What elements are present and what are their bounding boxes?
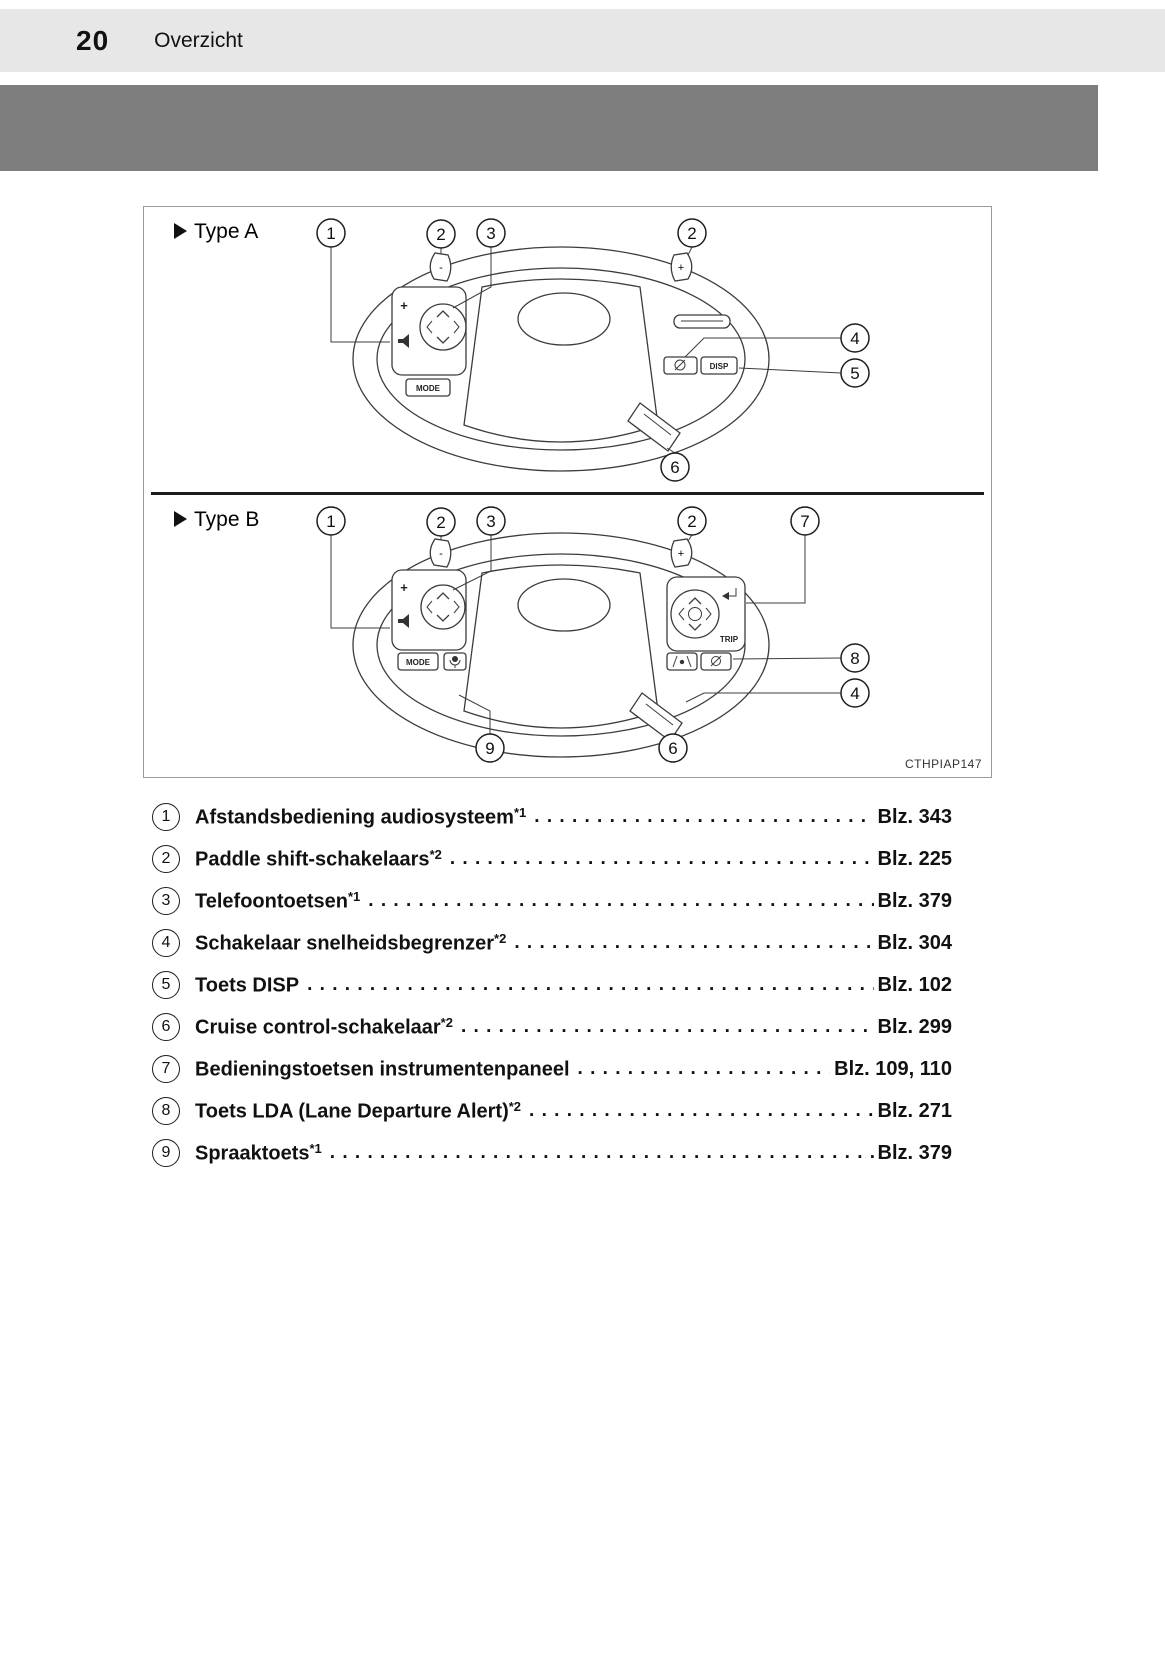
instrument-panel-pad bbox=[667, 577, 745, 651]
callout-8 bbox=[841, 644, 869, 672]
legend-item-number: 5 bbox=[152, 971, 180, 999]
callout-6 bbox=[661, 453, 689, 481]
legend-item-label: Spraaktoets$^{*1}$ bbox=[195, 1140, 322, 1165]
svg-text:6: 6 bbox=[668, 739, 678, 758]
legend-item-label: Telefoontoetsen$^{*1}$ bbox=[195, 888, 361, 913]
svg-text:9: 9 bbox=[485, 739, 495, 758]
callout-3 bbox=[477, 219, 505, 247]
svg-text:1: 1 bbox=[326, 224, 336, 243]
right-spoke-trim bbox=[674, 315, 730, 328]
callout-4 bbox=[841, 679, 869, 707]
svg-text:2: 2 bbox=[687, 224, 697, 243]
mode-button-label: MODE bbox=[416, 384, 440, 393]
legend-item-pageref: Blz. 379 bbox=[877, 889, 952, 912]
page-number: 20 bbox=[76, 24, 110, 56]
arrow-right-icon bbox=[174, 223, 187, 239]
legend-item-number: 6 bbox=[152, 1013, 180, 1041]
volume-plus-label: + bbox=[400, 580, 408, 595]
page-header bbox=[0, 9, 1165, 72]
legend-item bbox=[152, 1096, 952, 1126]
callout-2-right bbox=[678, 219, 706, 247]
legend-item bbox=[152, 970, 952, 1000]
disp-button-label: DISP bbox=[709, 362, 729, 371]
type-a-diagram bbox=[144, 207, 991, 492]
legend-list bbox=[152, 802, 952, 1168]
type-a-label-text: Type A bbox=[194, 220, 259, 243]
callout-1 bbox=[317, 507, 345, 535]
type-b-diagram bbox=[144, 495, 991, 777]
type-b-label bbox=[174, 508, 259, 531]
legend-item-number: 8 bbox=[152, 1097, 180, 1125]
legend-item-label: Bedieningstoetsen instrumentenpaneel bbox=[195, 1058, 570, 1081]
mode-button-label: MODE bbox=[406, 658, 430, 667]
svg-text:2: 2 bbox=[436, 225, 446, 244]
dotted-leader bbox=[450, 848, 874, 870]
callout-5 bbox=[841, 359, 869, 387]
callout-3 bbox=[477, 507, 505, 535]
figure-code: CTHPIAP147 bbox=[904, 757, 982, 771]
section-banner bbox=[0, 85, 1098, 171]
paddle-plus-label: + bbox=[677, 262, 685, 274]
svg-text:2: 2 bbox=[436, 513, 446, 532]
legend-item bbox=[152, 802, 952, 832]
legend-item bbox=[152, 886, 952, 916]
mode-button bbox=[398, 653, 438, 670]
legend-item bbox=[152, 1138, 952, 1168]
voice-button bbox=[444, 653, 466, 670]
svg-text:4: 4 bbox=[850, 329, 860, 348]
paddle-minus-label: - bbox=[439, 548, 443, 560]
legend-item-label: Toets DISP bbox=[195, 974, 300, 997]
callout-4 bbox=[841, 324, 869, 352]
paddle-shifter-right bbox=[671, 539, 692, 567]
legend-item-label: Afstandsbediening audiosysteem$^{*1}$ bbox=[195, 804, 527, 829]
svg-text:4: 4 bbox=[850, 684, 860, 703]
legend-item-label: Cruise control-schakelaar$^{*2}$ bbox=[195, 1014, 453, 1039]
svg-text:8: 8 bbox=[850, 649, 860, 668]
paddle-shifter-right bbox=[671, 253, 692, 281]
dotted-leader bbox=[368, 890, 873, 912]
legend-item-label: Schakelaar snelheidsbegrenzer$^{*2}$ bbox=[195, 930, 507, 955]
steering-wheel-figure bbox=[143, 206, 992, 778]
legend-item-label: Paddle shift-schakelaars$^{*2}$ bbox=[195, 846, 442, 871]
type-a-label bbox=[174, 220, 258, 243]
legend-item-pageref: Blz. 343 bbox=[877, 805, 952, 828]
callout-6 bbox=[659, 734, 687, 762]
chapter-title: Overzicht bbox=[154, 28, 243, 52]
legend-item-number: 2 bbox=[152, 845, 180, 873]
legend-item-number: 1 bbox=[152, 803, 180, 831]
legend-item bbox=[152, 928, 952, 958]
audio-remote-pad bbox=[392, 570, 466, 650]
paddle-minus-label: - bbox=[439, 262, 443, 274]
dotted-leader bbox=[578, 1058, 831, 1080]
legend-item-number: 9 bbox=[152, 1139, 180, 1167]
callout-2-right bbox=[678, 507, 706, 535]
dotted-leader bbox=[461, 1016, 874, 1038]
lda-button bbox=[667, 653, 697, 670]
paddle-plus-label: + bbox=[677, 548, 685, 560]
volume-plus-label: + bbox=[400, 298, 408, 313]
camera-button bbox=[701, 653, 731, 670]
legend-item-pageref: Blz. 109, 110 bbox=[834, 1057, 952, 1080]
dotted-leader bbox=[330, 1142, 874, 1164]
disp-button bbox=[701, 357, 737, 374]
speed-limiter-button bbox=[664, 357, 697, 374]
horn-pad bbox=[518, 579, 610, 631]
legend-item-pageref: Blz. 271 bbox=[877, 1099, 952, 1122]
legend-item-number: 3 bbox=[152, 887, 180, 915]
dotted-leader bbox=[307, 974, 873, 996]
legend-item-pageref: Blz. 304 bbox=[877, 931, 952, 954]
legend-item bbox=[152, 844, 952, 874]
dotted-leader bbox=[514, 932, 873, 954]
svg-text:1: 1 bbox=[326, 512, 336, 531]
svg-text:3: 3 bbox=[486, 512, 496, 531]
legend-item-number: 4 bbox=[152, 929, 180, 957]
legend-item-pageref: Blz. 102 bbox=[877, 973, 952, 996]
svg-text:2: 2 bbox=[687, 512, 697, 531]
legend-item-pageref: Blz. 299 bbox=[877, 1015, 952, 1038]
legend-item bbox=[152, 1012, 952, 1042]
svg-text:3: 3 bbox=[486, 224, 496, 243]
mode-button bbox=[406, 379, 450, 396]
trip-button-label: TRIP bbox=[719, 635, 739, 644]
dotted-leader bbox=[534, 806, 873, 828]
arrow-right-icon bbox=[174, 511, 187, 527]
legend-item-label: Toets LDA (Lane Departure Alert)$^{*2}$ bbox=[195, 1098, 522, 1123]
legend-item-pageref: Blz. 379 bbox=[877, 1141, 952, 1164]
legend-item-number: 7 bbox=[152, 1055, 180, 1083]
callout-9 bbox=[476, 734, 504, 762]
svg-text:5: 5 bbox=[850, 364, 860, 383]
paddle-shifter-left bbox=[430, 539, 451, 567]
svg-text:6: 6 bbox=[670, 458, 680, 477]
callout-7 bbox=[791, 507, 819, 535]
callout-2-left bbox=[427, 508, 455, 536]
horn-pad bbox=[518, 293, 610, 345]
paddle-shifter-left bbox=[430, 253, 451, 281]
legend-item bbox=[152, 1054, 952, 1084]
dotted-leader bbox=[529, 1100, 873, 1122]
callout-1 bbox=[317, 219, 345, 247]
audio-remote-pad bbox=[392, 287, 466, 375]
svg-text:7: 7 bbox=[800, 512, 810, 531]
callout-2-left bbox=[427, 220, 455, 248]
legend-item-pageref: Blz. 225 bbox=[877, 847, 952, 870]
type-b-label-text: Type B bbox=[194, 508, 260, 531]
